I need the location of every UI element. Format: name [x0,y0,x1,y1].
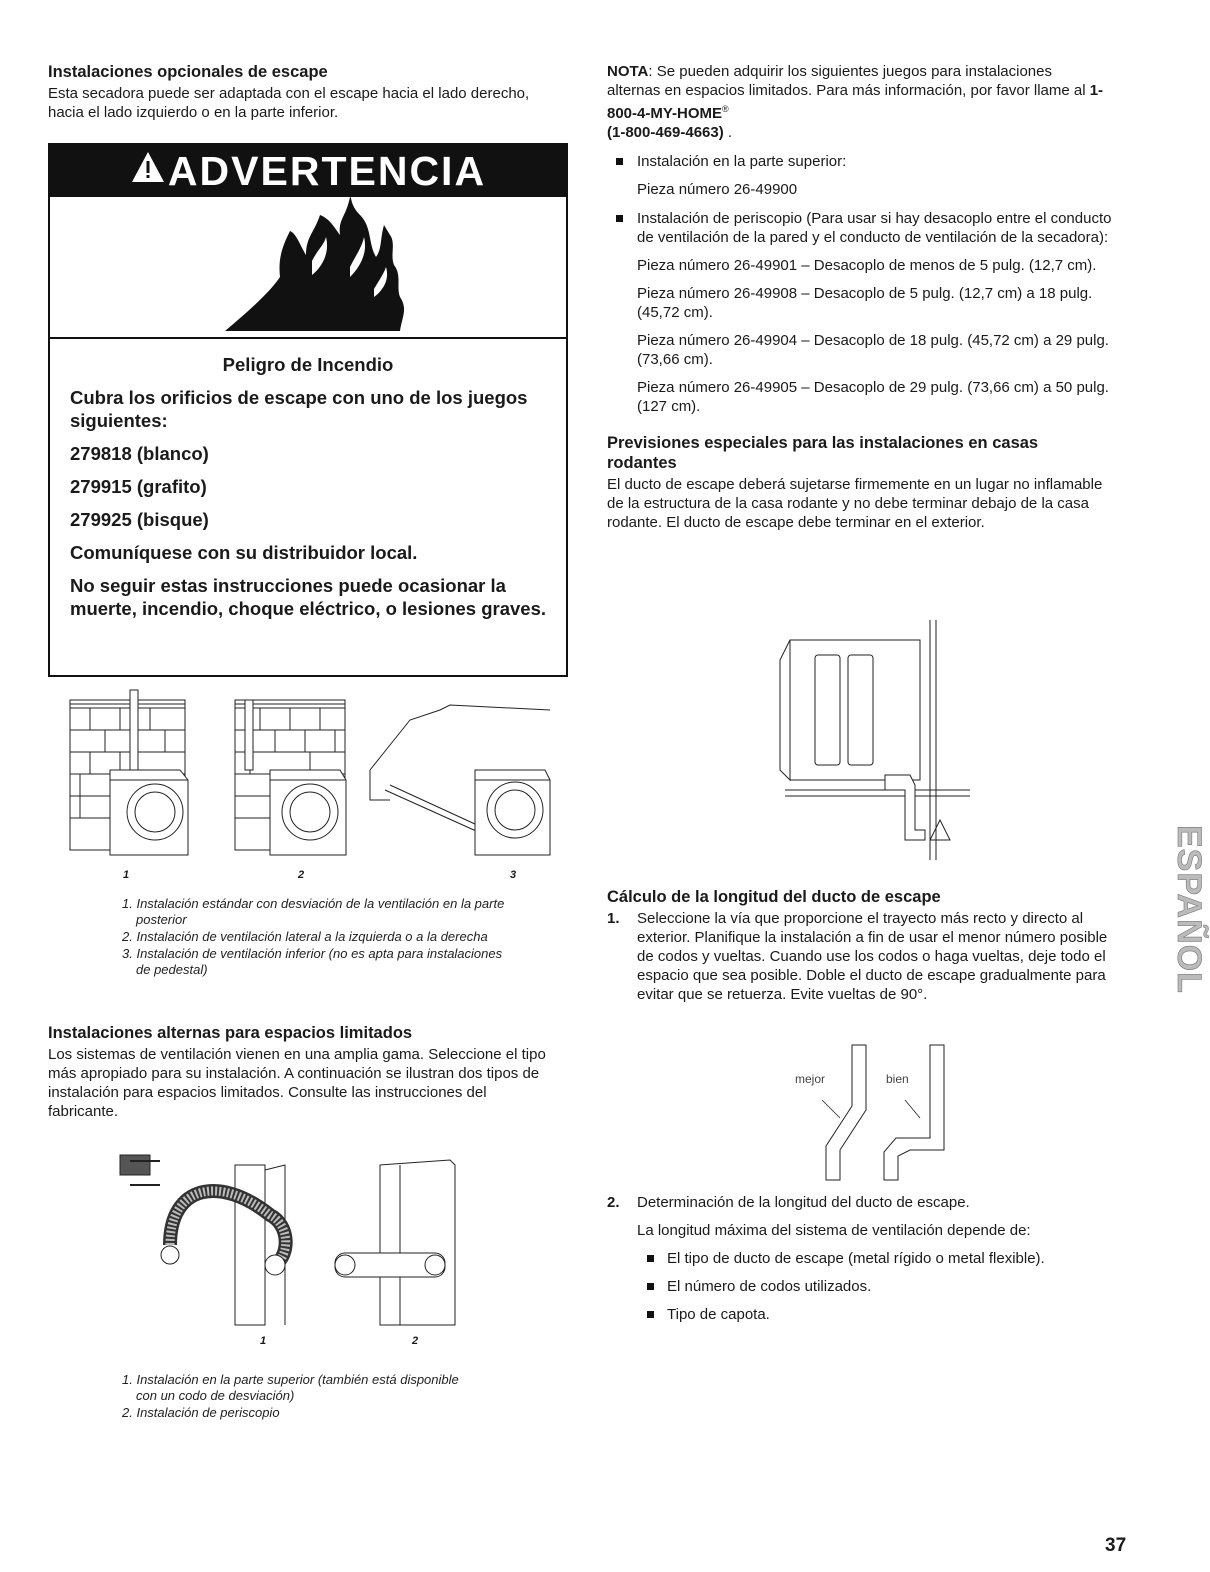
figure-number: 2 [298,869,305,881]
kit-white: 279818 (blanco) [70,443,209,464]
top-installation-figure [120,1155,286,1325]
step-text: Seleccione la vía que proporcione el trayecto más recto y directo al exterior. Planifique la instalación a fin de usar el menor número posible de codos y vueltas. Cuando use los codos o haga vueltas, deje todo el espacio que sea posible. Doble el ducto de escape gradualmente para evitar que se retuerza. Evite vueltas de 90°. [637,910,1108,1003]
fire-icon [50,197,566,337]
left-column [48,62,568,122]
bullet-text: Tipo de capota. [667,1306,770,1323]
bullet-text: El tipo de ducto de escape (metal rígido o metal flexible). [667,1250,1045,1267]
figure-1-captions [118,896,518,979]
warning-title: ADVERTENCIA [167,147,487,194]
step-text: Determinación de la longitud del ducto de escape. [637,1194,970,1211]
note-text: : Se pueden adquirir los siguientes juegos para instalaciones alternas en espacios limitados. Para más información, por favor llame al [607,63,1090,99]
list-item [607,1249,1127,1268]
step-number: 2. [607,1194,620,1211]
caption-item: 1. Instalación en la parte superior (también está disponible con un codo de desviación) [122,1372,459,1403]
good-label: bien [886,1072,909,1086]
kit-graphite: 279915 (grafito) [70,476,207,497]
duct-length-section [607,887,1127,1004]
alternate-installations-text: Los sistemas de ventilación vienen en una amplia gama. Seleccione el tipo más apropiado para su instalación. A continuación se ilustran dos tipos de instalación para espacios limitados. Consulte las instrucciones del fabricante. [48,1046,546,1120]
figure-2-captions [118,1372,478,1422]
kit-bisque: 279925 (bisque) [70,509,209,530]
mobile-home-heading: Previsiones especiales para las instalaciones en casas rodantes [607,434,1039,472]
mobile-home-text: El ducto de escape deberá sujetarse firmemente en un lugar no inflamable de la estructura de la casa rodante y no debe terminar debajo de la casa rodante. El ducto de escape debe terminar en el exterior. [607,476,1103,531]
side-installation-figure [235,700,346,855]
note-end: . [723,124,733,141]
caption-item: 2. Instalación de ventilación lateral a la izquierda o a la derecha [122,929,488,944]
warning-header [50,145,566,197]
caption-item: 3. Instalación de ventilación inferior (no es apta para instalaciones de pedestal) [122,946,503,977]
step-2-subtext: La longitud máxima del sistema de ventilación depende de: [637,1222,1031,1239]
language-side-tab [1148,820,1208,1060]
mobile-home-dryer-illustration [770,620,970,860]
phone-number-digits: (1-800-469-4663) [607,124,724,141]
warning-triangle-icon [130,150,166,193]
step-2-section [607,1193,1127,1324]
part-number: Pieza número 26-49908 – Desacoplo de 5 pulg. (12,7 cm) a 18 pulg. (45,72 cm). [637,285,1093,321]
better-label: mejor [795,1072,826,1086]
duct-length-heading: Cálculo de la longitud del ducto de escape [607,888,941,906]
standard-installation-figure [70,690,188,855]
fire-icon-panel [50,197,566,339]
step-1 [607,909,1127,1004]
language-label: ESPAÑOL [1170,825,1208,994]
part-number: Pieza número 26-49901 – Desacoplo de menos de 5 pulg. (12,7 cm). [637,257,1097,274]
phone-number: 1-800-4-MY-HOME [607,82,1104,122]
alternate-installations-section [48,1023,568,1121]
bullet-text: Instalación de periscopio (Para usar si hay desacoplo entre el conducto de ventilación de la pared y el conducto de ventilación de la secadora): [637,210,1112,246]
warning-contact: Comuníquese con su distribuidor local. [70,542,418,563]
list-item [607,1305,1127,1324]
optional-exhaust-heading: Instalaciones opcionales de escape [48,63,328,81]
bullet-text: Instalación en la parte superior: [637,153,847,170]
hazard-name: Peligro de Incendio [222,354,394,375]
limited-space-illustration [110,1145,470,1335]
bullet-text: El número de codos utilizados. [667,1278,872,1295]
step-2 [607,1193,1127,1212]
part-number: Pieza número 26-49904 – Desacoplo de 18 pulg. (45,72 cm) a 29 pulg. (73,66 cm). [637,332,1109,368]
page-number: 37 [1105,1535,1127,1556]
part-number: Pieza número 26-49905 – Desacoplo de 29 pulg. (73,66 cm) a 50 pulg. (127 cm). [637,379,1109,415]
bottom-installation-figure [370,705,550,855]
step-number: 1. [607,910,620,927]
exhaust-options-illustration [60,690,560,865]
warning-consequence: No seguir estas instrucciones puede ocasionar la muerte, incendio, choque eléctrico, o lesiones graves. [70,575,547,619]
warning-box [48,143,568,677]
caption-item: 2. Instalación de periscopio [122,1405,280,1420]
optional-exhaust-text: Esta secadora puede ser adaptada con el escape hacia el lado derecho, hacia el lado izquierdo o en la parte inferior. [48,85,530,121]
list-item [607,209,1127,247]
figure-number: 3 [510,869,517,881]
part-number: Pieza número 26-49900 [637,181,798,198]
warning-instruction: Cubra los orificios de escape con uno de los juegos siguientes: [70,387,528,431]
warning-body [50,339,566,620]
right-column [607,62,1127,532]
figure-number: 1 [260,1335,267,1347]
list-item [607,152,1127,171]
periscope-installation-figure [335,1160,455,1325]
note-paragraph [607,62,1107,142]
caption-item: 1. Instalación estándar con desviación de la ventilación en la parte posterior [122,896,505,927]
duct-bend-illustration [780,1040,980,1190]
figure-number: 1 [123,869,130,881]
registered-mark: ® [722,104,729,114]
alternate-installations-heading: Instalaciones alternas para espacios limitados [48,1024,413,1042]
note-label: NOTA [607,63,649,80]
list-item [607,1277,1127,1296]
figure-number: 2 [412,1335,419,1347]
